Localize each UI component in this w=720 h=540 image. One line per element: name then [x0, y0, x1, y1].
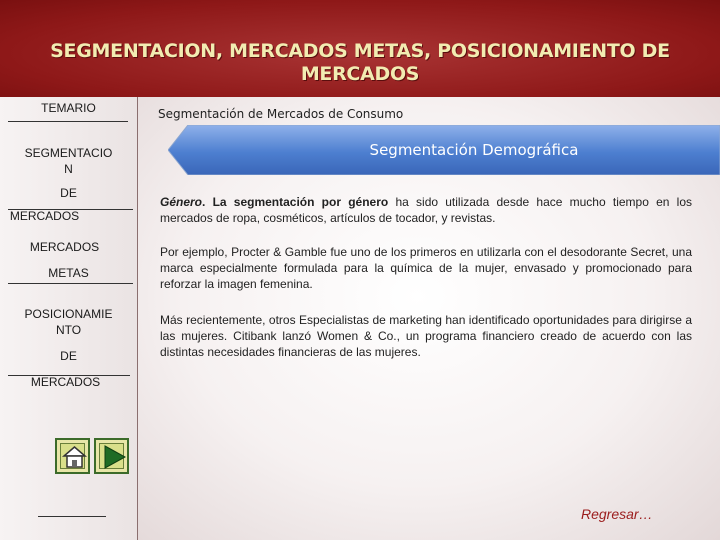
banner — [168, 125, 720, 175]
home-button[interactable] — [55, 438, 90, 474]
paragraph-procter: Por ejemplo, Procter & Gamble fue uno de los primeros en utilizarla con el desodorante Secret, una marca especialmente formulada para la química de la mujer, envasado y promocionado para reforzar la imagen femenina. — [160, 245, 692, 291]
sidebar-item-posicionamiento-de[interactable]: DE — [60, 349, 77, 363]
sidebar-item-segmentacion-de[interactable]: DE — [60, 186, 77, 200]
header-bar — [0, 0, 720, 97]
regresar-link[interactable]: Regresar… — [581, 506, 653, 522]
genero-term: Género — [160, 195, 203, 209]
sidebar-item-posicionamiento-line2[interactable]: NTO — [55, 323, 82, 337]
title-line-2: MERCADOS — [300, 63, 420, 85]
sidebar-item-mercados-metas-line2[interactable]: METAS — [48, 266, 89, 280]
genero-body: ha sido utilizada desde hace mucho tiempo en los mercados de ropa, cosméticos, artículos de tocador, y revistas. — [160, 195, 693, 225]
title-line-1: SEGMENTACION, MERCADOS METAS, POSICIONAMIENTO DE — [50, 40, 670, 62]
paragraph-genero — [160, 194, 692, 226]
sidebar-heading: TEMARIO — [41, 101, 96, 115]
banner-label: Segmentación Demográfica — [369, 141, 579, 159]
sidebar-item-posicionamiento-mercados[interactable]: MERCADOS — [30, 375, 101, 389]
paragraph-citibank: Más recientemente, otros Especialistas de marketing han identificado oportunidades para dirigirse a las mujeres. Citibank lanzó Women & Co., un programa financiero creado de acuerdo con las distintas necesidades financieras de las mujeres. — [160, 313, 692, 359]
sidebar-item-segmentacion-line2[interactable]: N — [64, 162, 73, 176]
home-icon — [61, 444, 88, 470]
sidebar-temario — [0, 97, 138, 540]
page-title — [20, 40, 700, 86]
next-button-face — [99, 443, 124, 469]
footer-rule — [38, 516, 106, 517]
sidebar-item-segmentacion-mercados[interactable]: MERCADOS — [9, 209, 80, 223]
sidebar-item-mercados-metas-line1[interactable]: MERCADOS — [29, 240, 100, 254]
play-arrow-icon — [100, 444, 127, 470]
section-subtitle: Segmentación de Mercados de Consumo — [158, 107, 404, 121]
heading-underline — [8, 121, 128, 122]
metas-divider — [8, 283, 133, 284]
sidebar-item-segmentacion-line1[interactable]: SEGMENTACIO — [24, 146, 113, 160]
home-button-face — [60, 443, 85, 469]
sidebar-item-posicionamiento-line1[interactable]: POSICIONAMIE — [24, 307, 113, 321]
genero-lead: . La segmentación por género — [202, 195, 389, 209]
content-panel — [138, 97, 720, 540]
next-button[interactable] — [94, 438, 129, 474]
